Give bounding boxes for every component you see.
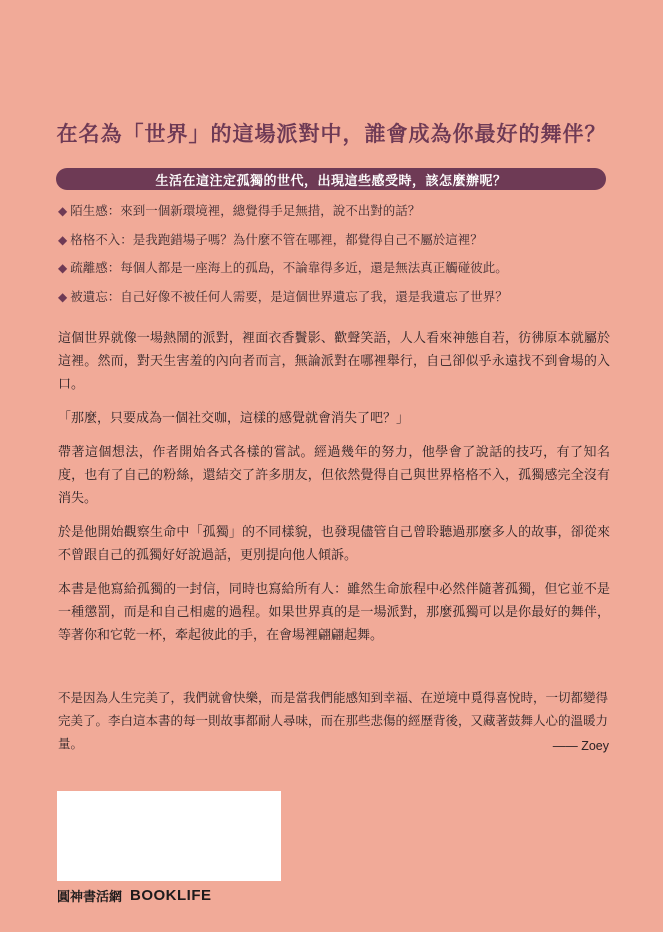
testimonial (58, 686, 612, 755)
testimonial-signature: —— Zoey (552, 739, 609, 753)
paragraph: 帶著這個想法，作者開始各式各樣的嘗試。經過幾年的努力，他學會了說話的技巧，有了知名度，也有了自己的粉絲，還結交了許多朋友，但依然覺得自己與世界格格不入，孤獨感完全沒有消失。 (58, 445, 610, 506)
list-item: ◆ 疏離感：每個人都是一座海上的孤島，不論靠得多近，還是無法真正觸碰彼此。 (58, 260, 508, 275)
diamond-icon: ◆ (58, 204, 68, 218)
diamond-icon: ◆ (58, 232, 68, 247)
diamond-icon: ◆ (58, 261, 68, 275)
list-item: ◆ 被遺忘：自己好像不被任何人需要，是這個世界遺忘了我，還是我遺忘了世界？ (58, 288, 508, 304)
diamond-icon: ◆ (58, 289, 68, 304)
paragraph: 本書是他寫給孤獨的一封信，同時也寫給所有人：雖然生命旅程中必然伴隨著孤獨，但它並不是一種懲罰，而是和自己相處的過程。如果世界真的是一場派對，那麼孤獨可以是你最好的舞伴，等著你和它乾一杯，牽起彼此的手，在會場裡翩翩起舞。 (58, 582, 610, 643)
paragraph-quote: 「那麼，只要成為一個社交咖，這樣的感覺就會消失了吧？」 (58, 411, 410, 426)
headline: 在名為「世界」的這場派對中，誰會成為你最好的舞伴？ (56, 122, 607, 146)
barcode-area (57, 791, 281, 881)
publisher-logo (57, 886, 212, 905)
list-item: ◆ 格格不入：是我跑錯場子嗎？為什麼不管在哪裡，都覺得自己不屬於這裡？ (58, 231, 483, 247)
list-item: ◆ 陌生感：來到一個新環境裡，總覺得手足無措，說不出對的話？ (58, 203, 421, 218)
paragraph: 於是他開始觀察生命中「孤獨」的不同樣貌，也發現儘管自己曾聆聽過那麼多人的故事，卻從來不曾跟自己的孤獨好好說過話，更別提向他人傾訴。 (58, 525, 610, 563)
description-body (58, 327, 610, 658)
publisher-brand: BOOKLIFE (130, 887, 212, 904)
question-banner (56, 168, 606, 190)
paragraph: 這個世界就像一場熱鬧的派對，裡面衣香鬢影、歡聲笑語，人人看來神態自若，彷彿原本就屬於這裡。然而，對天生害羞的內向者而言，無論派對在哪裡舉行，自己卻似乎永遠找不到會場的入口。 (58, 331, 610, 392)
feeling-list (58, 201, 618, 315)
testimonial-text: 不是因為人生完美了，我們就會快樂，而是當我們能感知到幸福、在逆境中覓得喜悅時，一切都變得完美了。李白這本書的每一則故事都耐人尋味，而在那些悲傷的經歷背後，又藏著鼓舞人心的溫暖力量。 (58, 690, 609, 751)
publisher-name: 圓神書活網 (57, 890, 123, 905)
banner-text: 生活在這注定孤獨的世代，出現這些感受時，該怎麼辦呢？ (155, 173, 507, 189)
